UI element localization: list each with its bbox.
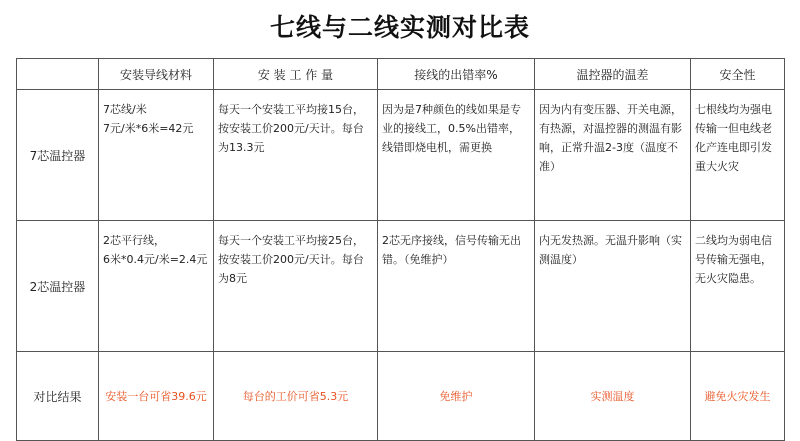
cell-2-core-material: 2芯平行线， 6米*0.4元/米=2.4元 [99, 221, 214, 352]
comparison-table [16, 58, 785, 441]
result-temperature: 实测温度 [535, 352, 691, 441]
header-safety: 安全性 [691, 59, 785, 90]
table-row [17, 221, 785, 352]
result-labor-saving: 每台的工价可省5.3元 [214, 352, 378, 441]
cell-7-core-temperature: 因为内有变压器、开关电源，有热源，对温控器的测温有影响，正常升温2-3度（温度不准） [535, 90, 691, 221]
table-header-row [17, 59, 785, 90]
table-row [17, 90, 785, 221]
row-label-result: 对比结果 [17, 352, 99, 441]
cell-2-core-workload: 每天一个安装工平均接25台，按安装工价200元/天计。每台为8元 [214, 221, 378, 352]
cell-7-core-workload: 每天一个安装工平均接15台，按安装工价200元/天计。每台为13.3元 [214, 90, 378, 221]
header-workload: 安 装 工 作 量 [214, 59, 378, 90]
cell-7-core-material: 7芯线/米 7元/米*6米=42元 [99, 90, 214, 221]
result-material-saving: 安装一台可省39.6元 [99, 352, 214, 441]
table-row [17, 352, 785, 441]
row-label-7-core: 7芯温控器 [17, 90, 99, 221]
cell-2-core-temperature: 内无发热源。无温升影响（实测温度） [535, 221, 691, 352]
cell-7-core-error-rate: 因为是7种颜色的线如果是专业的接线工，0.5%出错率，线错即烧电机，需更换 [378, 90, 535, 221]
header-wire-material: 安装导线材料 [99, 59, 214, 90]
cell-2-core-error-rate: 2芯无序接线，信号传输无出错。（免维护） [378, 221, 535, 352]
result-safety: 避免火灾发生 [691, 352, 785, 441]
page-title: 七线与二线实测对比表 [269, 13, 530, 42]
cell-7-core-safety: 七根线均为强电传输一但电线老化产连电即引发重大火灾 [691, 90, 785, 221]
row-label-2-core: 2芯温控器 [17, 221, 99, 352]
result-maintenance: 免维护 [378, 352, 535, 441]
header-temperature-diff: 温控器的温差 [535, 59, 691, 90]
header-error-rate: 接线的出错率% [378, 59, 535, 90]
cell-2-core-safety: 二线均为弱电信号传输无强电，无火灾隐患。 [691, 221, 785, 352]
header-corner [17, 59, 99, 90]
